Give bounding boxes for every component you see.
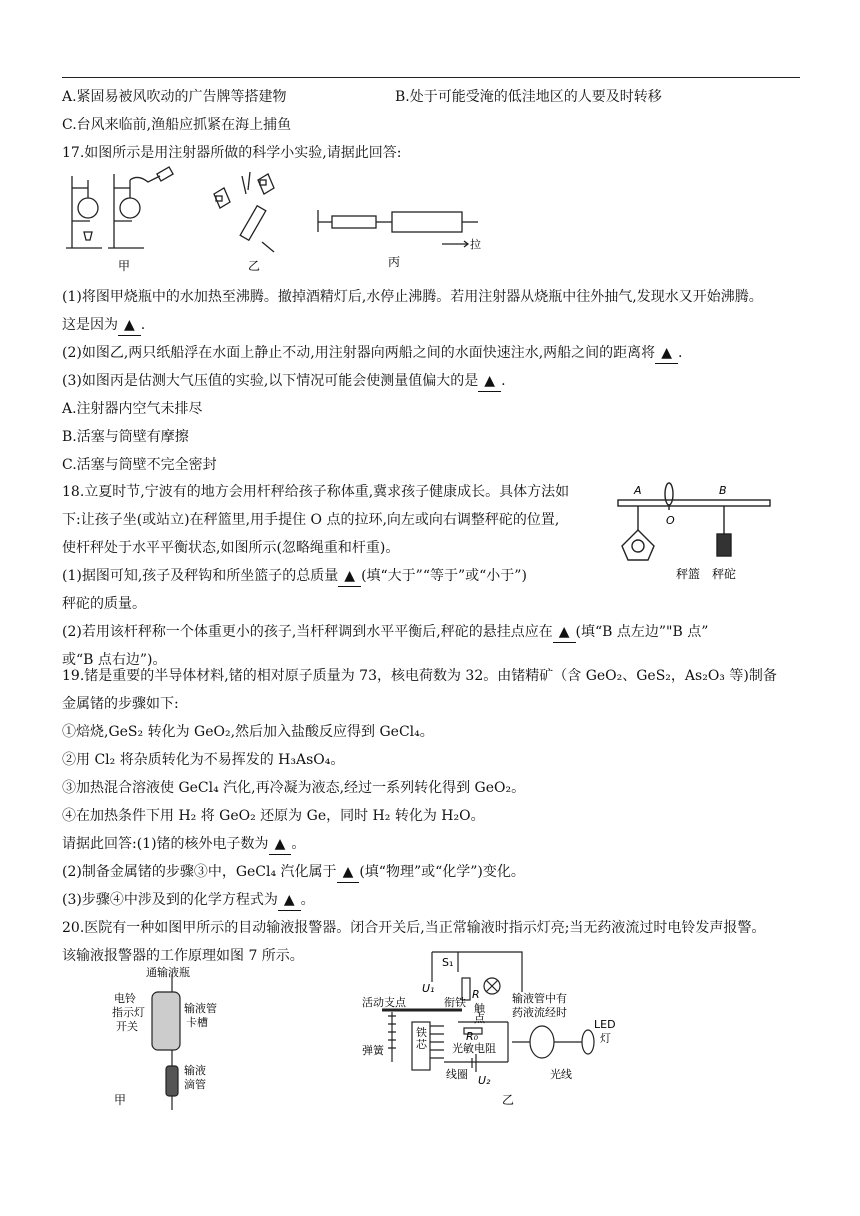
- answer-blank[interactable]: ▲: [655, 343, 678, 364]
- bell-label: 电铃: [114, 992, 136, 1005]
- drip-label: 输液: [184, 1064, 206, 1077]
- q19-part1-text: 请据此回答:(1)锗的核外电子数为: [62, 836, 269, 852]
- top-rule: [62, 77, 800, 78]
- contact-label: 触: [474, 1002, 485, 1015]
- alarm-device-figure: [112, 966, 242, 1116]
- q18-part2-hint: (填“B 点左边”"B 点”: [575, 624, 709, 640]
- q18-part1-text: (1)据图可知,孩子及秤钩和所坐篮子的总质量: [62, 568, 339, 584]
- answer-blank[interactable]: ▲: [478, 371, 501, 392]
- q19-part2-text: (2)制备金属锗的步骤③中，GeCl₄ 汽化属于: [62, 864, 337, 880]
- q17-option-a: A.注射器内空气未排尽: [62, 401, 203, 417]
- q17-option-b: B.活塞与筒壁有摩擦: [62, 429, 189, 445]
- answer-blank[interactable]: ▲: [338, 566, 361, 587]
- spring-label: 弹簧: [362, 1044, 384, 1057]
- figure-bing: [318, 210, 478, 247]
- drip-label-2: 滴管: [184, 1078, 206, 1091]
- q19-part3-text: (3)步骤④中涉及到的化学方程式为: [62, 892, 278, 908]
- coil-label: 线圈: [446, 1068, 468, 1081]
- q19-part3: [62, 890, 315, 911]
- q17-part1-text: 这是因为: [62, 317, 118, 333]
- ldr-label: 光敏电阻: [452, 1042, 496, 1055]
- figure-jia-label: 甲: [118, 259, 131, 273]
- q18-part1-hint: (填“大于”“等于”或“小于”): [361, 568, 527, 584]
- figure-yi-label: 乙: [248, 259, 261, 273]
- q20-line2: 该输液报警器的工作原理如图 7 所示。: [62, 948, 304, 964]
- led-label: LED: [594, 1018, 616, 1031]
- r-label: R: [472, 988, 480, 1001]
- q17-part3: (3)如图丙是估测大气压值的实验,以下情况可能会使测量值偏大的是 ▲ .: [62, 371, 506, 392]
- point-o-label: O: [666, 514, 675, 527]
- q19-line1: 19.锗是重要的半导体材料,锗的相对原子质量为 73，核电荷数为 32。由锗精矿（含 GeO₂、GeS₂，As₂O₃ 等)制备: [62, 668, 777, 684]
- q17-part3-text: (3)如图丙是估测大气压值的实验,以下情况可能会使测量值偏大的是: [62, 373, 479, 389]
- answer-blank[interactable]: ▲: [269, 834, 292, 855]
- q18-part1-end: 秤砣的质量。: [62, 596, 146, 612]
- u1-label: U₁: [422, 982, 435, 995]
- answer-blank[interactable]: ▲: [118, 315, 141, 336]
- q18-part2: [62, 622, 708, 643]
- figure-jia-label: 甲: [114, 1093, 127, 1107]
- q19-line2: 金属锗的步骤如下:: [62, 696, 179, 712]
- point-a-label: A: [634, 484, 642, 497]
- tube-label: 输液管: [184, 1002, 217, 1015]
- pivot-label: 活动支点: [362, 996, 406, 1009]
- q19-part1-end: 。: [291, 836, 306, 852]
- q18-line2: 下:让孩子坐(或站立)在秤篮里,用手提住 O 点的拉环,向左或向右调整秤砣的位置,: [62, 512, 560, 528]
- q19-step4: ④在加热条件下用 H₂ 将 GeO₂ 还原为 Ge，同时 H₂ 转化为 H₂O。: [62, 808, 485, 824]
- q17-figures: [62, 166, 482, 276]
- contact-label-2: 点: [474, 1012, 485, 1025]
- figure-yi-label: 乙: [502, 1093, 515, 1107]
- q19-part2: [62, 862, 525, 883]
- basket-label: 秤篮: [676, 567, 701, 581]
- q17-part2-text: (2)如图乙,两只纸船浮在水面上静止不动,用注射器向两船之间的水面快速注水,两船之间的距离将: [62, 345, 656, 361]
- answer-blank[interactable]: ▲: [337, 862, 360, 883]
- circuit-figure: [362, 942, 628, 1112]
- q19-step1: ①焙烧,GeS₂ 转化为 GeO₂,然后加入盐酸反应得到 GeCl₄。: [62, 724, 434, 740]
- q19-step3: ③加热混合溶液使 GeCl₄ 汽化,再冷凝为液态,经过一系列转化得到 GeO₂。: [62, 780, 526, 796]
- flow-label-1: 输液管中有: [512, 992, 567, 1005]
- q18-part1: [62, 566, 527, 587]
- bottle-label: 通输液瓶: [146, 966, 190, 979]
- slot-label: 卡槽: [186, 1016, 208, 1029]
- q20-line1: 20.医院有一种如图甲所示的目动输液报警器。闭合开关后,当正常输液时指示灯亮;当无药液流过时电铃发声报警。: [62, 920, 766, 936]
- q17-part1-line2: 这是因为 ▲ .: [62, 315, 145, 336]
- q16-option-b: B.处于可能受淹的低洼地区的人要及时转移: [395, 89, 662, 105]
- q17-option-c: C.活塞与筒壁不完全密封: [62, 457, 217, 473]
- point-b-label: B: [719, 484, 727, 497]
- led-label-2: 灯: [600, 1032, 611, 1045]
- weight-label: 秤砣: [712, 567, 737, 581]
- q17-part1-line1: (1)将图甲烧瓶中的水加热至沸腾。撤掉酒精灯后,水停止沸腾。若用注射器从烧瓶中往外抽气,发现水又开始沸腾。: [62, 289, 763, 305]
- q16-option-c: C.台风来临前,渔船应抓紧在海上捕鱼: [62, 117, 292, 133]
- core-label: 铁: [416, 1026, 427, 1039]
- answer-blank[interactable]: ▲: [278, 890, 301, 911]
- figure-bing-label: 丙: [388, 255, 401, 269]
- q16-option-a: A.紧固易被风吹动的广告牌等搭建物: [62, 89, 287, 105]
- q18-line1: 18.立夏时节,宁波有的地方会用杆秤给孩子称体重,冀求孩子健康成长。具体方法如: [62, 484, 570, 500]
- core-label-2: 芯: [416, 1038, 427, 1051]
- lamp-label: 指示灯: [112, 1006, 145, 1019]
- figure-yi: [214, 172, 274, 252]
- figure-bing-pull: 拉: [470, 238, 481, 251]
- q18-part2-text: (2)若用该杆秤称一个体重更小的孩子,当杆秤调到水平平衡后,秤砣的悬挂点应在: [62, 624, 553, 640]
- q19-part1: [62, 834, 305, 855]
- q19-step2: ②用 Cl₂ 将杂质转化为不易挥发的 H₃AsO₄。: [62, 752, 345, 768]
- u2-label: U₂: [478, 1074, 491, 1087]
- armature-label: 衔铁: [444, 996, 466, 1009]
- light-label: 光线: [550, 1068, 572, 1081]
- steelyard-figure: [612, 480, 772, 586]
- q18-line3: 使杆秤处于水平平衡状态,如图所示(忽略绳重和杆重)。: [62, 540, 400, 556]
- answer-blank[interactable]: ▲: [553, 622, 576, 643]
- q18-part2-end: 或“B 点右边”)。: [62, 652, 167, 668]
- q19-part2-hint: (填“物理”或“化学”)变化。: [359, 864, 525, 880]
- switch-label: 开关: [116, 1020, 138, 1033]
- q19-part3-end: 。: [300, 892, 315, 908]
- r0-label: R₀: [466, 1030, 479, 1043]
- s1-label: S₁: [442, 956, 454, 969]
- flow-label-2: 药液流经时: [512, 1006, 567, 1019]
- figure-jia: [66, 167, 173, 248]
- q17-part2: (2)如图乙,两只纸船浮在水面上静止不动,用注射器向两船之间的水面快速注水,两船之间的距离将 ▲ .: [62, 343, 682, 364]
- q17-stem: 17.如图所示是用注射器所做的科学小实验,请据此回答:: [62, 145, 402, 161]
